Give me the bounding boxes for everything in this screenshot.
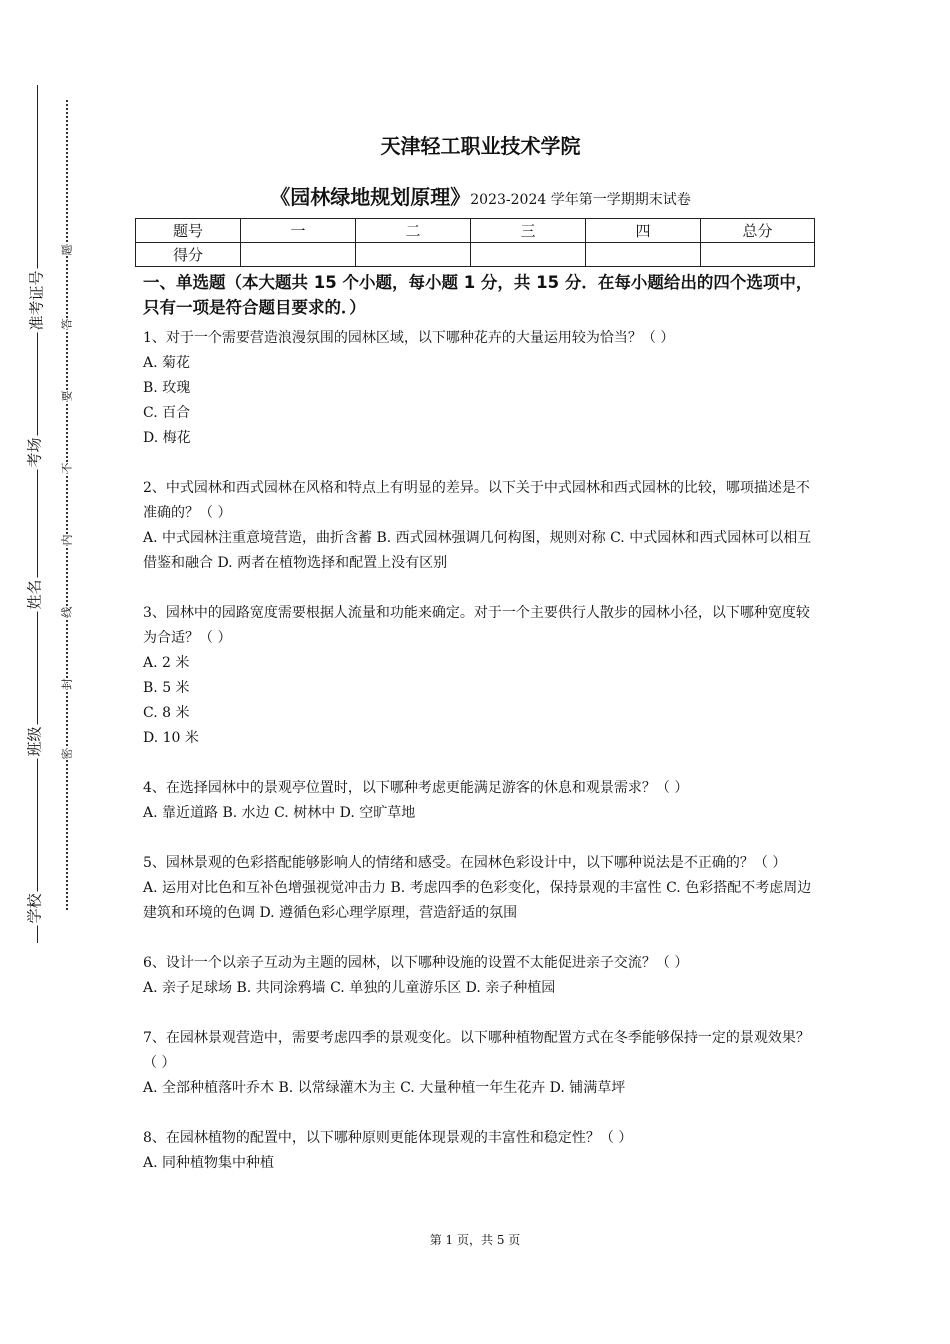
- score-header-cell: 二: [356, 219, 471, 243]
- options-line: A. 运用对比色和互补色增强视觉冲击力 B. 考虑四季的色彩变化，保持景观的丰富性 C. 色彩搭配不考虑周边建筑和环境的色调 D. 遵循色彩心理学原理，营造舒适的氛围: [143, 880, 812, 921]
- options-line: A. 靠近道路 B. 水边 C. 树林中 D. 空旷草地: [143, 805, 416, 821]
- question-6: [143, 951, 818, 1001]
- page-footer: 第 1 页，共 5 页: [429, 1233, 521, 1247]
- score-header-cell: 一: [241, 219, 356, 243]
- option: B. 5 米: [143, 680, 190, 696]
- binding-dotted-line: [66, 100, 68, 910]
- score-row-label: 得分: [136, 243, 241, 267]
- option: B. 玫瑰: [143, 380, 191, 396]
- question-stem: 2、中式园林和西式园林在风格和特点上有明显的差异。以下关于中式园林和西式园林的比较，哪项描述是不准确的？（ ）: [143, 480, 810, 521]
- term-title: 2023-2024 学年第一学期期末试卷: [470, 192, 691, 208]
- question-3: [143, 601, 818, 751]
- question-stem: 3、园林中的园路宽度需要根据人流量和功能来确定。对于一个主要供行人散步的园林小径，以下哪种宽度较为合适？（ ）: [143, 605, 810, 646]
- question-1: [143, 326, 818, 451]
- seal-word: 封: [60, 678, 74, 690]
- seal-word: 要: [60, 390, 74, 402]
- course-title: 《园林绿地规划原理》: [270, 185, 471, 209]
- question-stem: 5、园林景观的色彩搭配能够影响人的情绪和感受。在园林色彩设计中，以下哪种说法是不正确的？（ ）: [143, 855, 787, 871]
- score-cell[interactable]: [356, 243, 471, 267]
- seal-word: 不: [60, 462, 74, 474]
- option: D. 梅花: [143, 430, 191, 446]
- option: C. 百合: [143, 405, 191, 421]
- option: A. 菊花: [143, 355, 191, 371]
- options-line: A. 中式园林注重意境营造，曲折含蓄 B. 西式园林强调几何构图，规则对称 C. 中式园林和西式园林可以相互借鉴和融合 D. 两者在植物选择和配置上没有区别: [143, 530, 812, 571]
- name-label: 姓名: [25, 579, 44, 610]
- option: A. 2 米: [143, 655, 190, 671]
- question-stem: 6、设计一个以亲子互动为主题的园林，以下哪种设施的设置不太能促进亲子交流？（ ）: [143, 955, 689, 971]
- seal-word: 内: [60, 534, 74, 546]
- binding-margin: [0, 0, 90, 1344]
- score-header-cell: 总分: [701, 219, 815, 243]
- school-label: 学校: [25, 893, 44, 924]
- question-4: [143, 776, 818, 826]
- options-line: A. 亲子足球场 B. 共同涂鸦墙 C. 单独的儿童游乐区 D. 亲子种植园: [143, 980, 556, 996]
- score-table-score-row: [136, 243, 815, 267]
- score-table-header-row: [136, 219, 815, 243]
- exam-number-label: 准考证号: [27, 270, 46, 331]
- exam-subtitle: [143, 181, 818, 210]
- question-5: [143, 851, 818, 926]
- question-stem: 1、对于一个需要营造浪漫氛围的园林区域，以下哪种花卉的大量运用较为恰当？（ ）: [143, 330, 675, 346]
- score-cell[interactable]: [241, 243, 356, 267]
- question-stem: 4、在选择园林中的景观亭位置时，以下哪种考虑更能满足游客的休息和观景需求？（ ）: [143, 780, 689, 796]
- score-cell[interactable]: [701, 243, 815, 267]
- score-header-cell: 三: [471, 219, 586, 243]
- option: C. 8 米: [143, 705, 190, 721]
- seal-word: 题: [60, 244, 74, 256]
- class-label: 班级: [25, 726, 44, 757]
- score-cell[interactable]: [471, 243, 586, 267]
- score-header-cell: 题号: [136, 219, 241, 243]
- exam-content: [143, 270, 818, 1201]
- binding-solid-line: [37, 85, 38, 943]
- question-stem: 7、在园林景观营造中，需要考虑四季的景观变化。以下哪种植物配置方式在冬季能够保持一定的景观效果？（ ）: [143, 1030, 810, 1071]
- score-cell[interactable]: [586, 243, 701, 267]
- seal-word: 密: [60, 748, 74, 760]
- seal-word: 线: [60, 606, 74, 618]
- question-stem: 8、在园林植物的配置中，以下哪种原则更能体现景观的丰富性和稳定性？（ ）: [143, 1130, 633, 1146]
- question-2: [143, 476, 818, 576]
- option: A. 同种植物集中种植: [143, 1155, 275, 1171]
- question-8: [143, 1126, 818, 1176]
- score-header-cell: 四: [586, 219, 701, 243]
- options-line: A. 全部种植落叶乔木 B. 以常绿灌木为主 C. 大量种植一年生花卉 D. 铺满草坪: [143, 1080, 626, 1096]
- question-7: [143, 1026, 818, 1101]
- option: D. 10 米: [143, 730, 199, 746]
- seal-word: 答: [60, 318, 74, 330]
- score-table: [135, 218, 815, 267]
- section-title: 一、单选题（本大题共 15 个小题，每小题 1 分，共 15 分．在每小题给出的四个选项中，只有一项是符合题目要求的．）: [143, 273, 813, 317]
- exam-room-label: 考场: [25, 437, 44, 468]
- school-title: 天津轻工职业技术学院: [380, 134, 581, 158]
